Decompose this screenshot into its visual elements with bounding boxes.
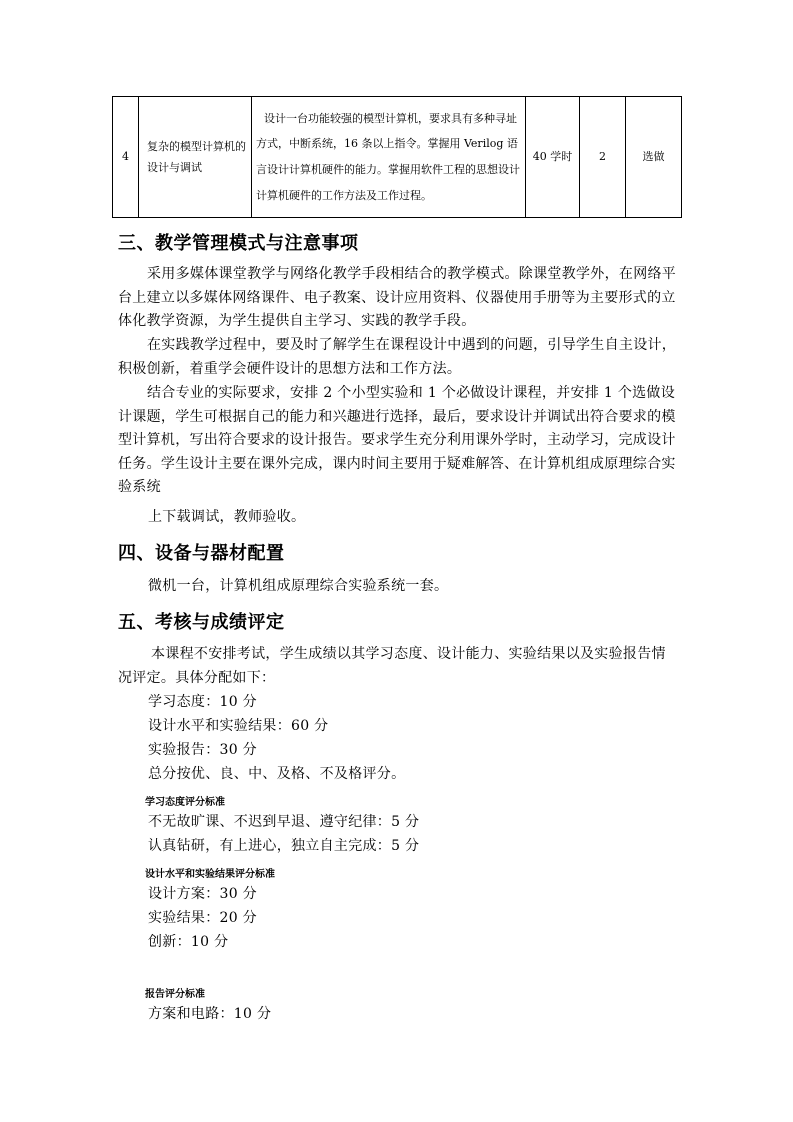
course-name: 复杂的模型计算机的设计与调试: [139, 97, 252, 218]
score-item: 设计水平和实验结果：60 分: [148, 718, 329, 734]
design-criteria-item: 实验结果：20 分: [148, 910, 257, 926]
section-3-heading: 三、教学管理模式与注意事项: [118, 233, 359, 254]
design-criteria-item: 创新：10 分: [148, 934, 229, 950]
row-number: 4: [113, 97, 139, 218]
section-3-paragraph-4: 上下载调试，教师验收。: [148, 509, 306, 525]
section-3-paragraph-1: 采用多媒体课堂教学与网络化教学手段相结合的教学模式。除课堂教学外，在网络平台上建立以多媒体网络课件、电子教案、设计应用资料、仪器使用手册等为主要形式的立体化教学资源，为学生提供自主学习、实践的教学手段。: [118, 266, 677, 330]
attitude-criteria-heading: 学习态度评分标准: [145, 797, 225, 808]
section-3-paragraph-3: 结合专业的实际要求，安排 2 个小型实验和 1 个必做设计课程，并安排 1 个选做设计课题，学生可根据自己的能力和兴趣进行选择，最后，要求设计并调试出符合要求的模型计算机，写出符合要求的设计报告。要求学生充分利用课外学时，主动学习，完成设计任务。学生设计主要在课外完成，课内时间主要用于疑难解答、在计算机组成原理综合实验系统: [118, 385, 676, 496]
section-4-heading: 四、设备与器材配置: [118, 543, 285, 564]
attitude-criteria-item: 不无故旷课、不迟到早退、遵守纪律：5 分: [148, 814, 420, 830]
score-item: 实验报告：30 分: [148, 742, 257, 758]
report-criteria-heading: 报告评分标准: [145, 989, 205, 1000]
table-row: [113, 97, 682, 218]
attitude-criteria-item: 认真钻研，有上进心，独立自主完成：5 分: [148, 838, 420, 854]
course-credit: 2: [580, 97, 626, 218]
report-criteria-item: 方案和电路：10 分: [148, 1006, 272, 1022]
section-4-paragraph: 微机一台，计算机组成原理综合实验系统一套。: [148, 578, 449, 594]
section-5-heading: 五、考核与成绩评定: [118, 612, 285, 633]
course-hours: 40 学时: [526, 97, 580, 218]
design-criteria-heading: 设计水平和实验结果评分标准: [145, 869, 275, 880]
section-3-paragraph-2: 在实践教学过程中，要及时了解学生在课程设计中遇到的问题，引导学生自主设计，积极创新，着重学会硬件设计的思想方法和工作方法。: [118, 337, 677, 377]
score-item: 学习态度：10 分: [148, 694, 257, 710]
course-type: 选做: [626, 97, 682, 218]
design-criteria-item: 设计方案：30 分: [148, 886, 257, 902]
course-description: 设计一台功能较强的模型计算机，要求具有多种寻址方式，中断系统，16 条以上指令。掌握用 Verilog 语言设计计算机硬件的能力。掌握用软件工程的思想设计计算机硬件的工作方法及工作过程。: [252, 97, 526, 218]
section-5-intro: 本课程不安排考试，学生成绩以其学习态度、设计能力、实验结果以及实验报告情况评定。具体分配如下：: [118, 646, 666, 686]
score-item: 总分按优、良、中、及格、不及格评分。: [148, 766, 406, 782]
course-table: [112, 96, 682, 218]
